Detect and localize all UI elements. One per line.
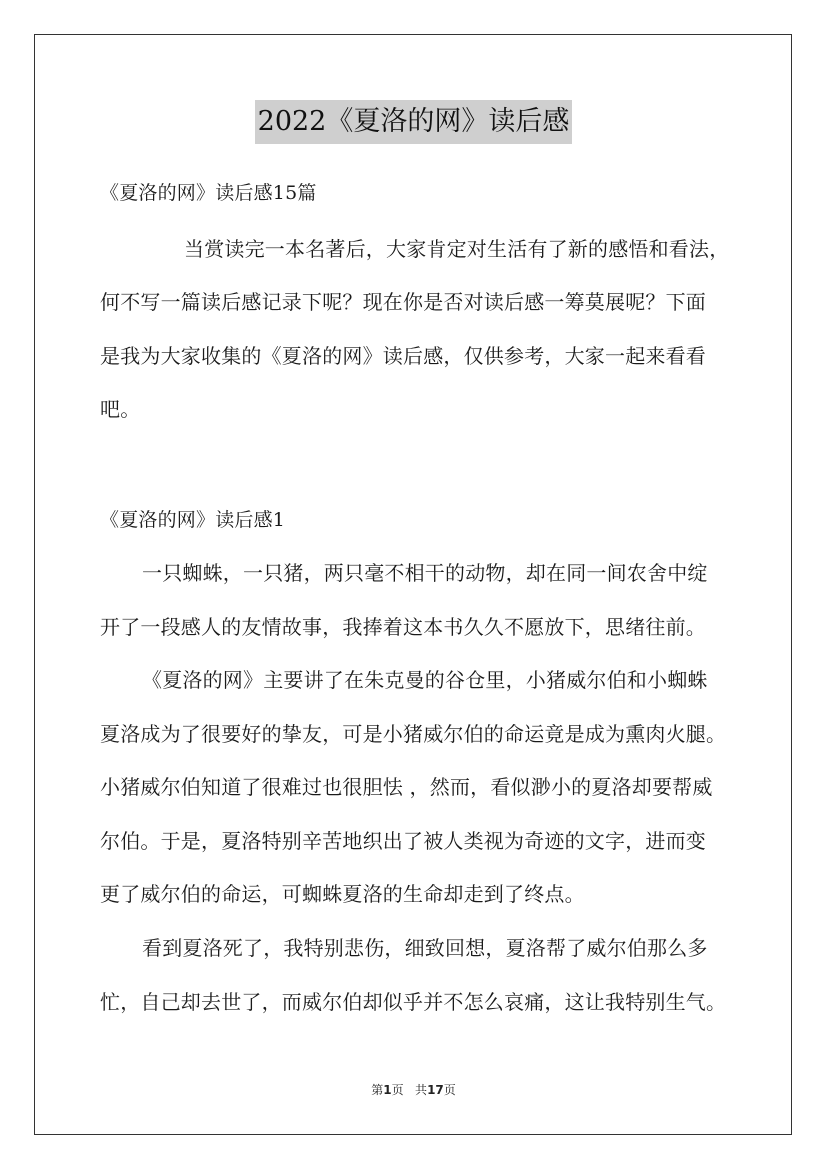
body-line-7: 更了威尔伯的命运，可蜘蛛夏洛的生命却走到了终点。 — [100, 882, 585, 906]
footer-prefix: 第 — [371, 1083, 384, 1097]
body-line-6: 尔伯。于是，夏洛特别辛苦地织出了被人类视为奇迹的文字，进而变 — [100, 829, 706, 853]
page-footer — [0, 1082, 827, 1098]
document-title: 2022《夏洛的网》读后感 — [255, 100, 573, 144]
body-line-9: 忙，自己却去世了，而威尔伯却似乎并不怎么哀痛，这让我特别生气。 — [100, 990, 727, 1014]
document-subtitle: 《夏洛的网》读后感15篇 — [100, 182, 317, 204]
body-line-1: 一只蜘蛛，一只猪，两只毫不相干的动物，却在同一间农舍中绽 — [142, 561, 708, 585]
footer-page-suffix: 页 — [391, 1083, 404, 1097]
intro-line-3: 是我为大家收集的《夏洛的网》读后感，仅供参考，大家一起来看看 — [100, 344, 706, 368]
body-line-2: 开了一段感人的友情故事，我捧着这本书久久不愿放下，思绪往前。 — [100, 615, 706, 639]
footer-total-suffix: 页 — [443, 1083, 456, 1097]
body-line-8: 看到夏洛死了，我特别悲伤，细致回想，夏洛帮了威尔伯那么多 — [142, 936, 708, 960]
footer-page-number: 1 — [383, 1083, 392, 1097]
intro-line-1: 当赏读完一本名著后，大家肯定对生活有了新的感悟和看法， — [184, 237, 730, 261]
section-heading: 《夏洛的网》读后感1 — [100, 509, 286, 531]
body-line-5: 小猪威尔伯知道了很难过也很胆怯 ，然而，看似渺小的夏洛却要帮威 — [100, 775, 713, 799]
body-line-3: 《夏洛的网》主要讲了在朱克曼的谷仓里，小猪威尔伯和小蜘蛛 — [142, 668, 708, 692]
document-title-wrap — [0, 100, 827, 144]
body-line-4: 夏洛成为了很要好的挚友，可是小猪威尔伯的命运竟是成为熏肉火腿。 — [100, 722, 727, 746]
intro-line-4: 吧。 — [100, 397, 141, 421]
intro-line-2: 何不写一篇读后感记录下呢？现在你是否对读后感一筹莫展呢？下面 — [100, 290, 706, 314]
footer-total-pages: 17 — [427, 1083, 444, 1097]
footer-total-prefix: 共 — [415, 1083, 428, 1097]
